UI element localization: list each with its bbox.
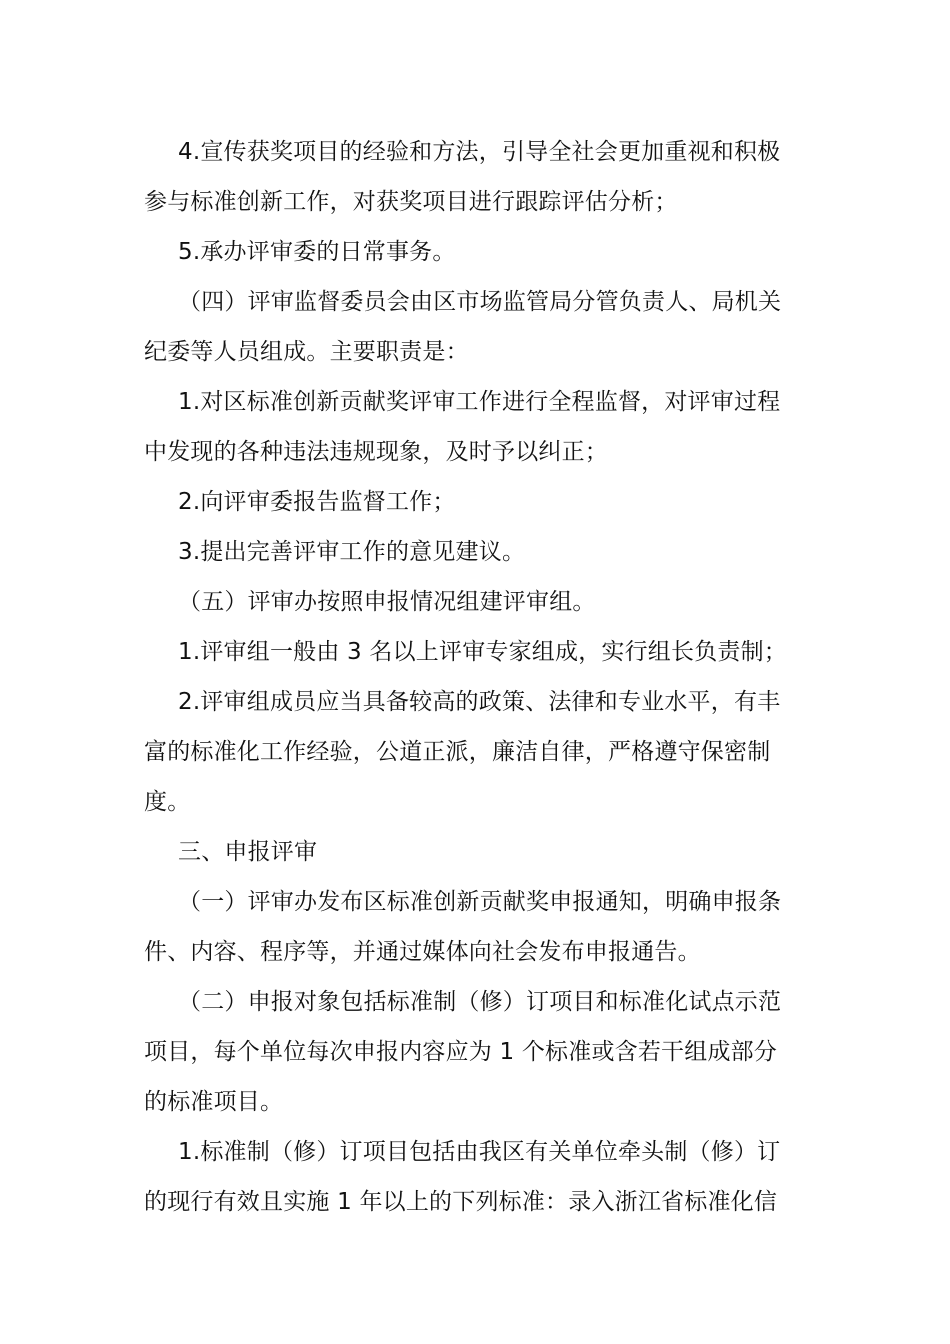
text-line: 的标准项目。 [144,1089,284,1115]
text-line: 5.承办评审委的日常事务。 [178,239,456,265]
heading-section-3 [144,827,806,877]
paragraph-supervision-2 [144,477,806,527]
text-line: 件、内容、程序等，并通过媒体向社会发布申报通告。 [144,939,701,965]
text-line: 1.评审组一般由 3 名以上评审专家组成，实行组长负责制； [178,639,787,665]
paragraph-section-5 [144,577,806,627]
paragraph-application-1 [144,877,806,977]
paragraph-section-4 [144,277,806,377]
text-line: 富的标准化工作经验，公道正派，廉洁自律，严格遵守保密制 [144,739,771,765]
paragraph-application-2 [144,977,806,1127]
paragraph-standard-projects [144,1127,806,1227]
section-heading: 三、申报评审 [178,839,318,865]
document-body [144,127,806,1227]
paragraph-supervision-1 [144,377,806,477]
text-line: 1.标准制（修）订项目包括由我区有关单位牵头制（修）订 [178,1139,781,1165]
text-line: 2.评审组成员应当具备较高的政策、法律和专业水平，有丰 [178,689,781,715]
text-line: 度。 [144,789,191,815]
text-line: 的现行有效且实施 1 年以上的下列标准：录入浙江省标准化信 [144,1189,778,1215]
paragraph-duty-5 [144,227,806,277]
text-line: （四）评审监督委员会由区市场监管局分管负责人、局机关 [178,289,782,315]
text-line: 项目，每个单位每次申报内容应为 1 个标准或含若干组成部分 [144,1039,778,1065]
text-line: （五）评审办按照申报情况组建评审组。 [178,589,596,615]
text-line: 2.向评审委报告监督工作； [178,489,456,515]
text-line: 中发现的各种违法违规现象，及时予以纠正； [144,439,608,465]
paragraph-duty-4 [144,127,806,227]
text-line: 4.宣传获奖项目的经验和方法，引导全社会更加重视和积极 [178,139,781,165]
text-line: （二）申报对象包括标准制（修）订项目和标准化试点示范 [178,989,782,1015]
text-line: 3.提出完善评审工作的意见建议。 [178,539,526,565]
text-line: （一）评审办发布区标准创新贡献奖申报通知，明确申报条 [178,889,782,915]
text-line: 参与标准创新工作，对获奖项目进行跟踪评估分析； [144,189,678,215]
paragraph-panel-2 [144,677,806,827]
text-line: 纪委等人员组成。主要职责是： [144,339,469,365]
text-line: 1.对区标准创新贡献奖评审工作进行全程监督，对评审过程 [178,389,781,415]
paragraph-panel-1 [144,627,806,677]
paragraph-supervision-3 [144,527,806,577]
